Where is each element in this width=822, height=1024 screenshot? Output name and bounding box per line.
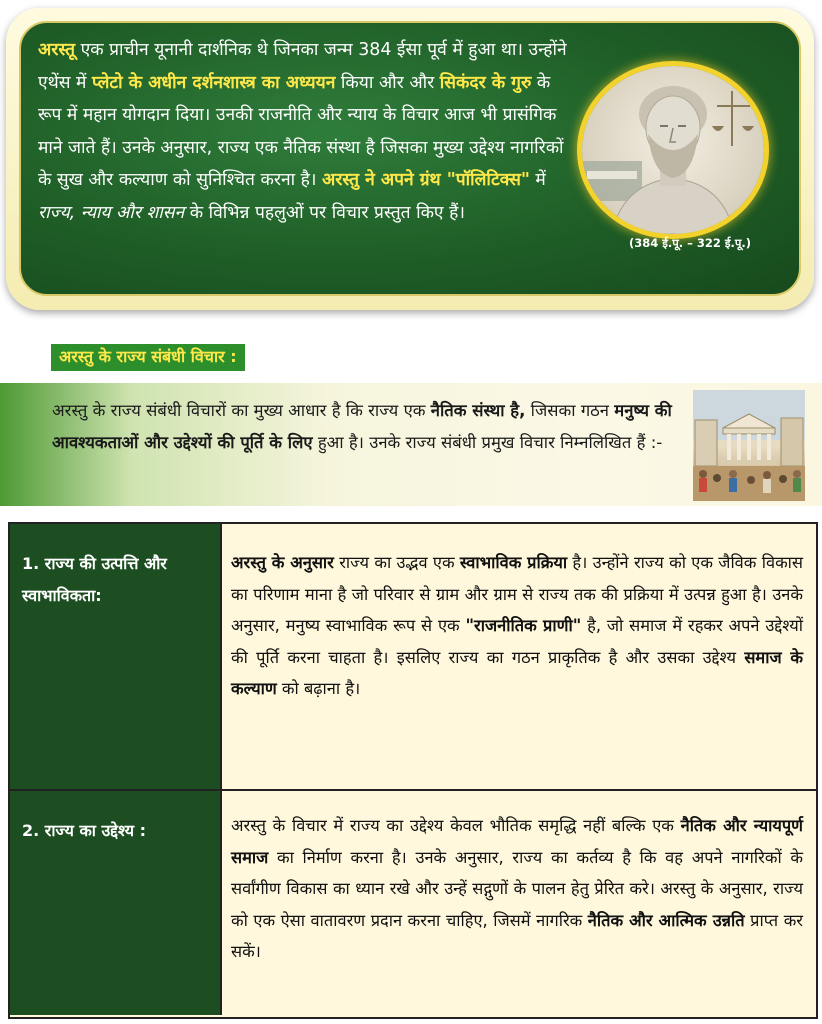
band-text-3: हुआ है। उनके राज्य संबंधी प्रमुख विचार निम्नलिखित हैं :- bbox=[312, 432, 663, 452]
band-bold-1: नैतिक संस्था है, bbox=[430, 401, 526, 420]
table-row bbox=[10, 791, 816, 1015]
band-text-1: अरस्तु के राज्य संबंधी विचारों का मुख्य आधार है कि राज्य एक bbox=[52, 401, 431, 420]
row1-text-2: है। उन्होंने राज्य को एक जैविक विकास का परिणाम माना है जो परिवार से ग्राम और ग्राम से राज्य तक की प्रक्रिया में उत्पन्न हुआ है। उनके अनुसार, मनुष्य स्वाभाविक रूप से एक bbox=[231, 553, 803, 636]
row-heading-origin: 1. राज्य की उत्पत्ति और स्वाभाविकता: bbox=[10, 524, 222, 789]
section-heading: अरस्तु के राज्य संबंधी विचार : bbox=[51, 344, 245, 371]
table-row bbox=[10, 524, 816, 791]
greek-city-illustration bbox=[693, 390, 805, 501]
row-body-purpose bbox=[231, 810, 803, 968]
intro-text-2: किया और और bbox=[335, 72, 440, 93]
intro-name-aristotle: अरस्तू bbox=[38, 40, 76, 60]
row2-text-2: का निर्माण करना है। उनके अनुसार, राज्य का कर्तव्य है कि वह अपने नागरिकों के सर्वांगीण विकास का ध्यान रखे और उन्हें सद्गुणों के पालन हेतु प्रेरित करे। अरस्तु के अनुसार, राज्य को एक ऐसा वातावरण प्रदान करना चाहिए, जिसमें नागरिक bbox=[231, 847, 803, 930]
row1-text-1: राज्य का उद्भव एक bbox=[333, 553, 460, 572]
row1-text-3: है, जो समाज में रहकर अपने उद्देश्यों की पूर्ति करना चाहता है। इसलिए राज्य का गठन प्राकृतिक है और उसका उद्देश्य bbox=[231, 616, 803, 667]
band-bold-2: मनुष्य की आवश्यकताओं और उद्देश्यों की पूर्ति के लिए bbox=[52, 401, 672, 452]
intro-highlight-politics: अरस्तु ने अपने ग्रंथ "पॉलिटिक्स" bbox=[322, 170, 530, 190]
band-paragraph bbox=[52, 395, 682, 458]
intro-highlight-sikandar: सिकंदर के गुरु bbox=[439, 72, 532, 93]
row2-text-3: प्राप्त कर सकें। bbox=[231, 910, 803, 962]
intro-highlight-plato: प्लेटो के अधीन दर्शनशास्त्र का अध्ययन bbox=[91, 72, 336, 93]
intro-text-5: के विभिन्न पहलुओं पर विचार प्रस्तुत किए हैं। bbox=[184, 202, 465, 223]
aristotle-portrait bbox=[582, 66, 764, 234]
row1-text-4: को बढ़ाना है। bbox=[276, 679, 361, 699]
row-body-origin bbox=[231, 547, 803, 705]
intro-text-3: के रूप में महान योगदान दिया। उनकी राजनीति और न्याय के विचार आज भी प्रासंगिक माने जाते हैं। उनके अनुसार, राज्य एक नैतिक संस्था है जिसका मुख्य उद्देश्य नागरिकों के सुख और कल्याण को सुनिश्चित करना है। bbox=[38, 72, 564, 190]
row-heading-purpose: 2. राज्य का उद्देश्य : bbox=[10, 791, 222, 1015]
row1-bold-3: "राजनीतिक प्राणी" bbox=[465, 616, 582, 636]
row2-bold-1: नैतिक और न्यायपूर्ण समाज bbox=[231, 816, 804, 867]
intro-italic-topics: राज्य, न्याय और शासन bbox=[38, 202, 185, 223]
row2-text-1: अरस्तु के विचार में राज्य का उद्देश्य केवल भौतिक समृद्धि नहीं बल्कि एक bbox=[231, 816, 681, 835]
band-text-2: जिसका गठन bbox=[525, 401, 615, 420]
row2-bold-2: नैतिक और आत्मिक उन्नति bbox=[587, 910, 745, 930]
portrait-caption: (384 ई.पू. – 322 ई.पू.) bbox=[628, 236, 752, 250]
row1-bold-1: अरस्तु के अनुसार bbox=[231, 553, 334, 572]
intro-text-1: एक प्राचीन यूनानी दार्शनिक थे जिनका जन्म 384 ईसा पूर्व में हुआ था। उन्होंने एथेंस में bbox=[38, 40, 567, 93]
intro-paragraph bbox=[38, 34, 570, 229]
ideas-table bbox=[8, 522, 818, 1019]
intro-text-4: में bbox=[529, 170, 546, 190]
row1-bold-2: स्वाभाविक प्रक्रिया bbox=[459, 553, 568, 572]
row1-bold-4: समाज के कल्याण bbox=[231, 647, 803, 699]
